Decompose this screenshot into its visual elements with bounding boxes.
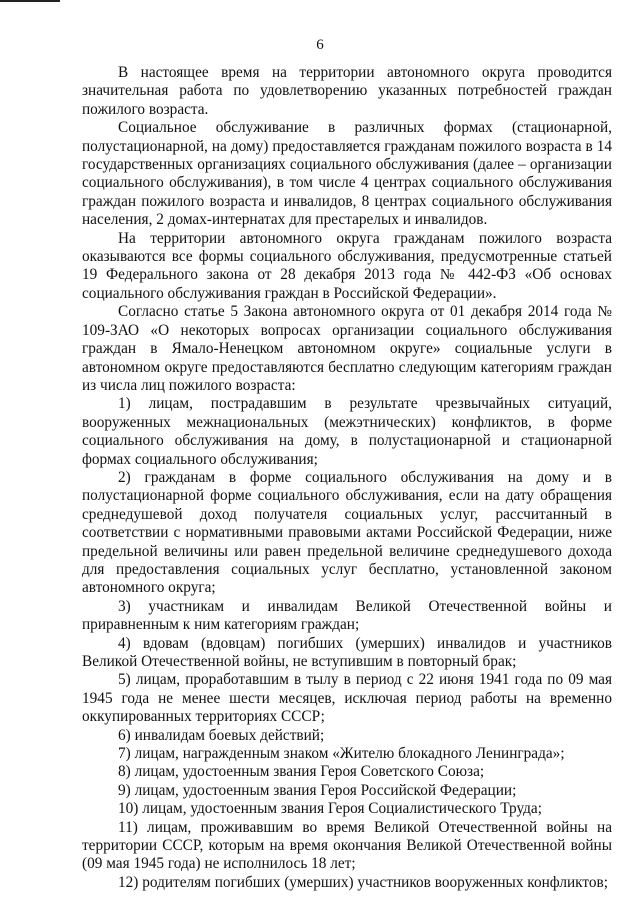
list-item-2: 2) гражданам в форме социального обслуживания на дому и в полустационарной форме социального обслуживания, если на дату обращения среднедушевой доход получателя социальных услуг, рассчитанный в соответствии с нормативными правовыми актами Российской Федерации, ниже предельной величины или равен предельной величине среднедушевого дохода для предоставления социальных услуг бесплатно, установленной законом автономного округа;: [82, 468, 612, 597]
list-item-4: 4) вдовам (вдовцам) погибших (умерших) инвалидов и участников Великой Отечественной войны, не вступившим в повторный брак;: [82, 634, 612, 670]
paragraph-intro: В настоящее время на территории автономного округа проводится значительная работа по удовлетворению указанных потребностей граждан пожилого возраста.: [82, 64, 612, 118]
list-item-1: 1) лицам, пострадавшим в результате чрезвычайных ситуаций, вооруженных межнациональных (межэтнических) конфликтов, в форме социального обслуживания на дому, в полустационарной и стационарной формах социального обслуживания;: [82, 395, 612, 468]
list-item-6: 6) инвалидам боевых действий;: [118, 726, 325, 744]
list-item-12: 12) родителям погибших (умерших) участников вооруженных конфликтов;: [118, 873, 608, 891]
list-item-11: 11) лицам, проживавшим во время Великой Отечественной войны на территории СССР, которым на время окончания Великой Отечественной войны (09 мая 1945 года) не исполнилось 18 лет;: [82, 818, 612, 873]
list-item-7: 7) лицам, награжденным знаком «Жителю блокадного Ленинграда»;: [118, 745, 565, 763]
paragraph-law-article: Согласно статье 5 Закона автономного округа от 01 декабря 2014 года № 109-ЗАО «О некоторых вопросах организации социального обслуживания граждан в Ямало-Ненецком автономном округе» социальные услуги в автономном округе предоставляются бесплатно следующим категориям граждан из числа лиц пожилого возраста:: [82, 303, 612, 394]
list-item-5: 5) лицам, проработавшим в тылу в период с 22 июня 1941 года по 09 мая 1945 года не менее шести месяцев, исключая период работы на временно оккупированных территориях СССР;: [82, 671, 612, 726]
top-rule: [0, 0, 60, 2]
list-item-3: 3) участникам и инвалидам Великой Отечественной войны и приравненным к ним категориям граждан;: [82, 597, 612, 634]
list-item-8: 8) лицам, удостоенным звания Героя Советского Союза;: [118, 763, 485, 781]
paragraph-forms: На территории автономного округа гражданам пожилого возраста оказываются все формы социального обслуживания, предусмотренные статьей 19 Федерального закона от 28 декабря 2013 года № 442-ФЗ «Об основах социального обслуживания граждан в Российской Федерации».: [82, 229, 612, 302]
document-body: [82, 64, 612, 892]
list-item-9: 9) лицам, удостоенным звания Героя Российской Федерации;: [118, 781, 517, 799]
paragraph-social-service: Социальное обслуживание в различных формах (стационарной, полустационарной, на дому) предоставляется гражданам пожилого возраста в 14 государственных организациях социального обслуживания (далее – организации социального обслуживания), в том числе 4 центрах социального обслуживания граждан пожилого возраста и инвалидов, 8 центрах социального обслуживания населения, 2 домах-интернатах для престарелых и инвалидов.: [82, 119, 612, 229]
list-item-10: 10) лицам, удостоенным звания Героя Социалистического Труда;: [118, 800, 542, 818]
page-number: 6: [316, 37, 324, 53]
